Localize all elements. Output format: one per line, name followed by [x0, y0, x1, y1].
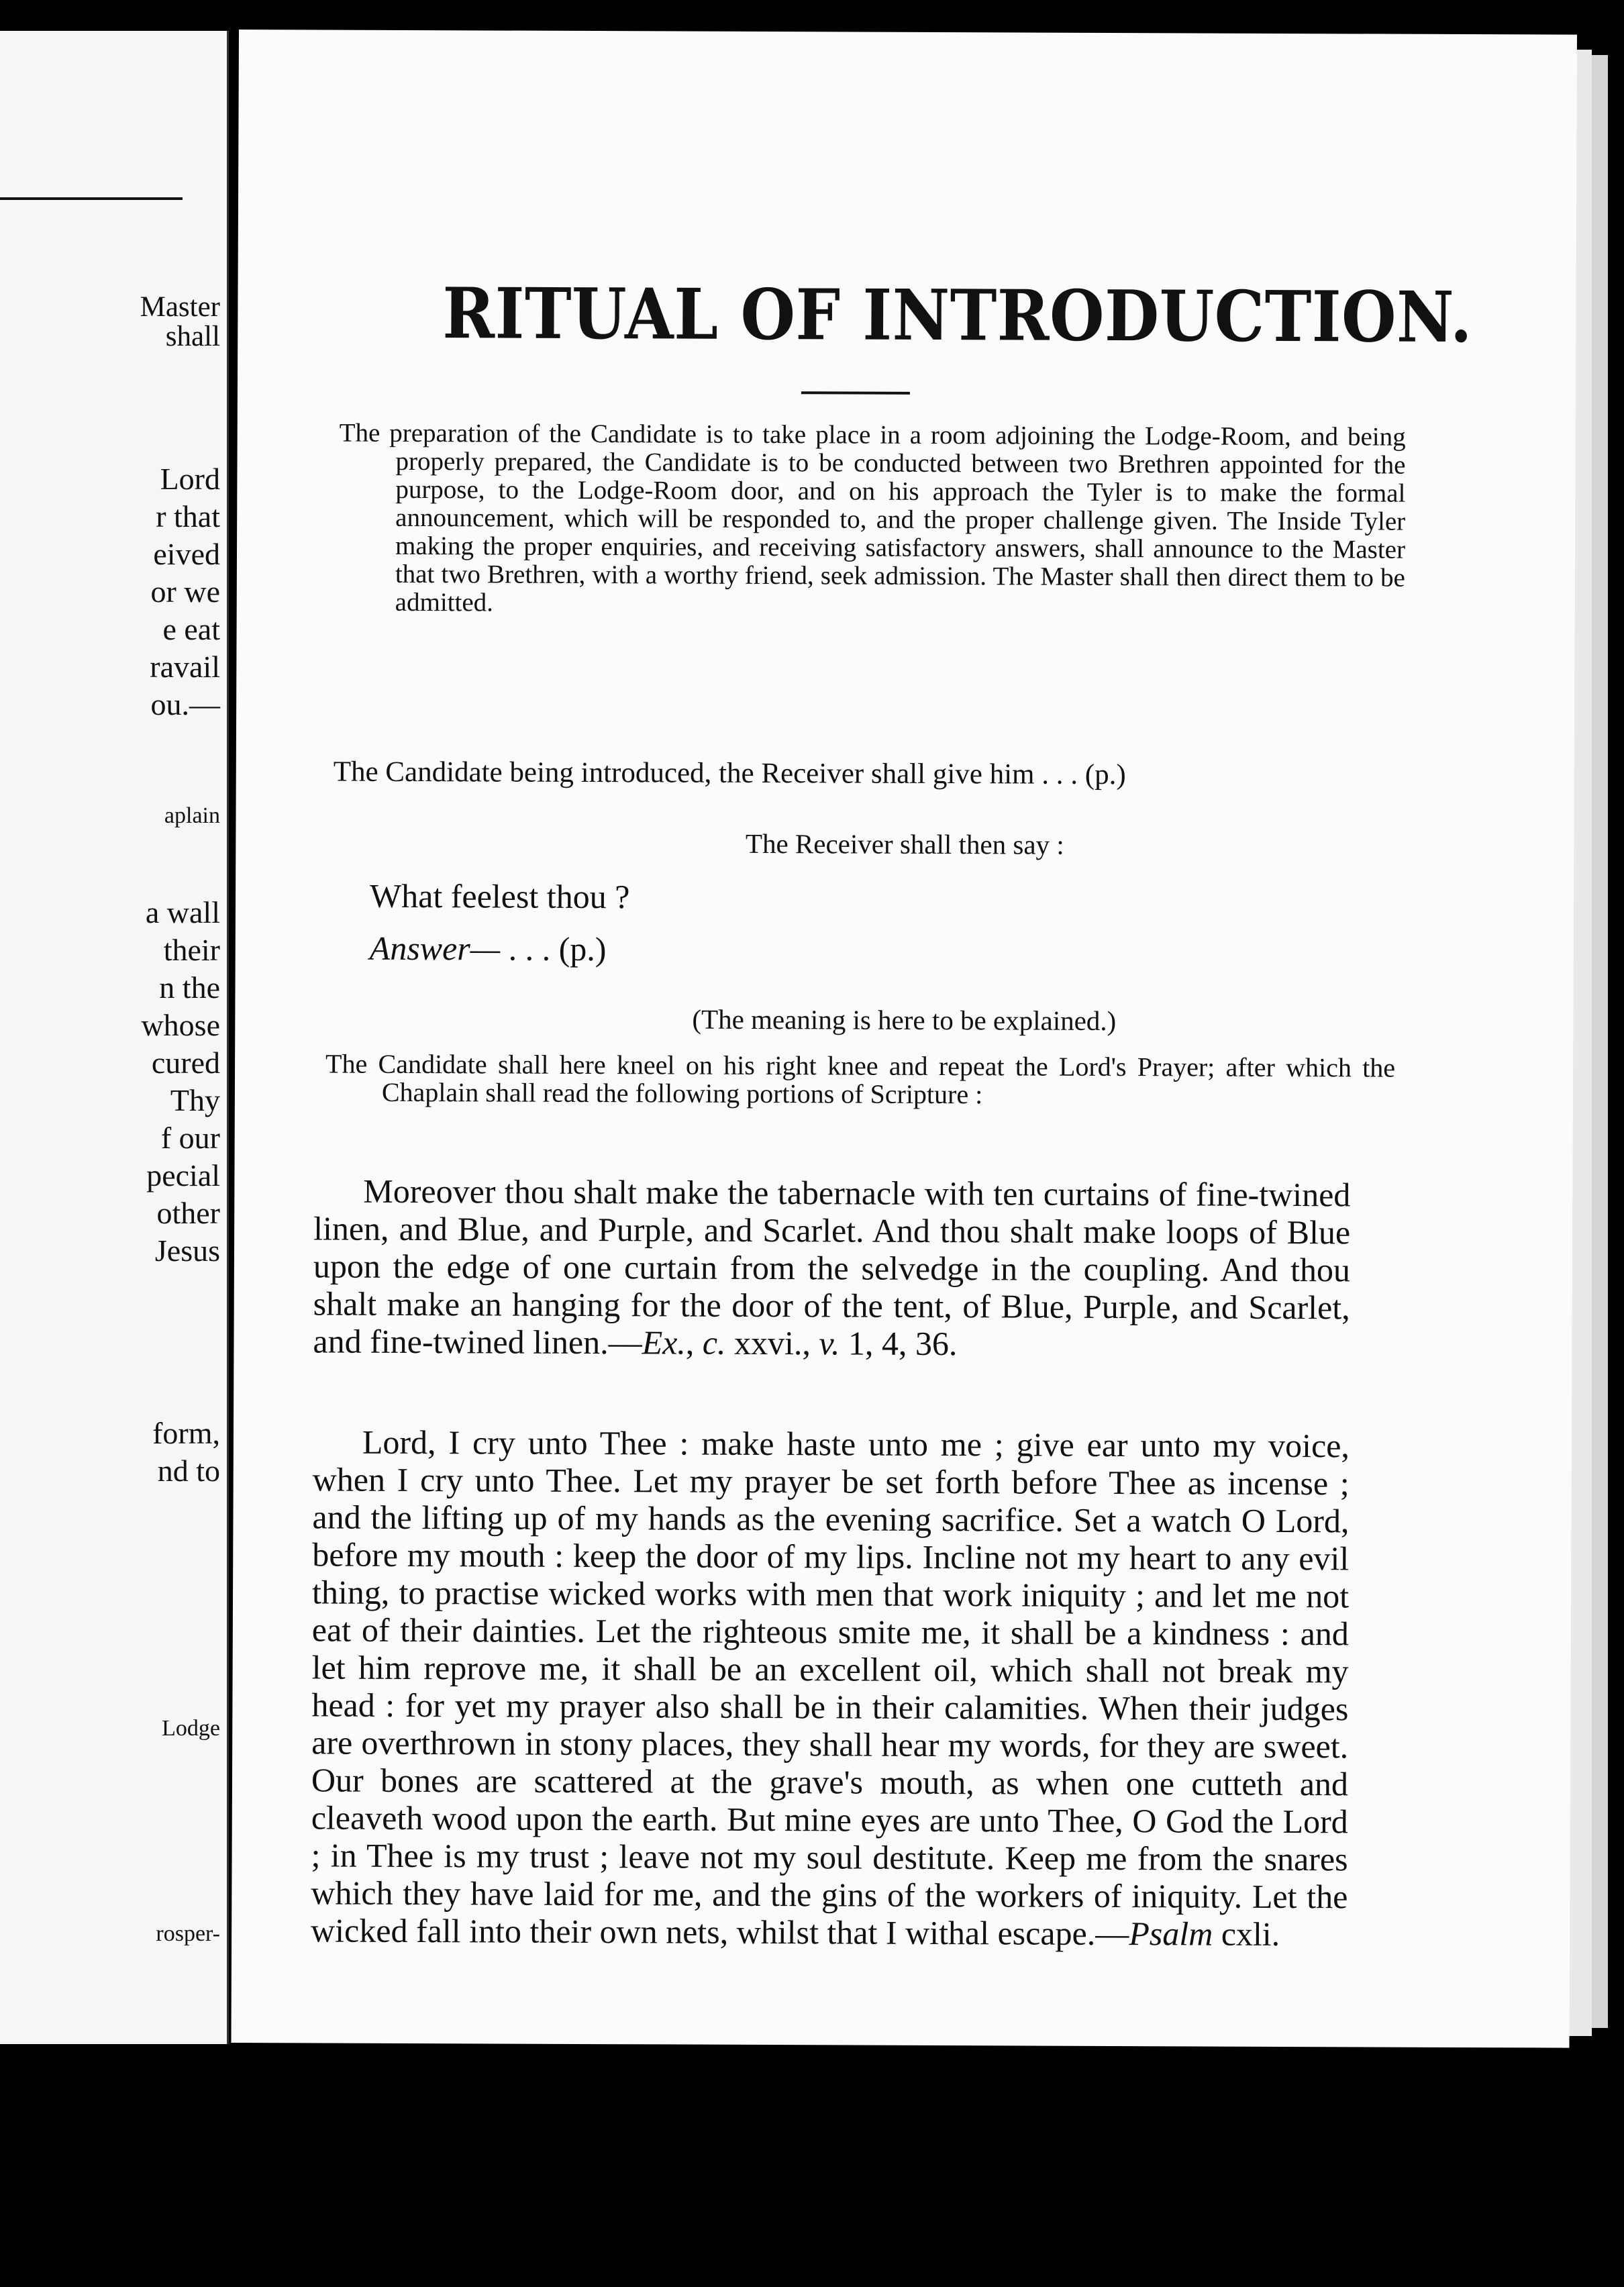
left-page-rule	[0, 197, 183, 200]
left-line: form,	[152, 1416, 220, 1450]
left-line: whose	[141, 1008, 220, 1042]
scripture-psalm-text: Lord, I cry unto Thee : make haste unto me ; give ear unto my voice, when I cry unto Thee. Let my prayer be set forth before Thee as incense ; and the lifting up of my hands as the evening sacrifice. Set a watch O Lord, before my mouth : keep the door of my lips. Incline not my heart to any evil thing, to practise wicked works with men that work iniquity ; and let me not eat of their dainties. Let the righteous smite me, it shall be a kindness : and let him reprove me, it shall be an excellent oil, which shall not break my head : for yet my prayer also shall be in their calamities. When their judges are overthrown in stony places, they shall hear my words, for they are sweet. Our bones are scattered at the grave's mouth, as when one cutteth and cleaveth wood upon the earth. But mine eyes are unto Thee, O God the Lord ; in Thee is my trust ; leave not my soul destitute. Keep me from the snares which they have laid for me, and the gins of the workers of iniquity. Let the wicked fall into their own nets, whilst that I withal escape.—	[311, 1423, 1350, 1953]
left-line: or we	[150, 574, 220, 609]
scripture-psalm-book: Psalm	[1129, 1915, 1213, 1953]
scripture-exodus	[313, 1172, 1350, 1364]
scripture-exodus-chapter: xxvi.,	[725, 1323, 819, 1362]
page-title: RITUAL OF INTRODUCTION.	[442, 272, 1473, 359]
left-line: pecial	[146, 1158, 220, 1192]
left-line: cured	[151, 1046, 220, 1080]
kneel-rubric: The Candidate shall here kneel on his right knee and repeat the Lord's Prayer; after which the Chaplain shall read the following portions of Scripture :	[325, 1048, 1396, 1110]
scripture-psalm-chapter: cxli.	[1213, 1915, 1280, 1953]
left-line: Master	[140, 291, 220, 323]
answer-label: Answer—	[369, 929, 501, 968]
left-line: e eat	[162, 612, 220, 646]
left-line: Thy	[170, 1083, 220, 1117]
scripture-exodus-v: v.	[819, 1324, 840, 1362]
main-page	[231, 30, 1577, 2048]
scripture-exodus-verses: 1, 4, 36.	[840, 1324, 958, 1363]
page-edge	[1592, 55, 1608, 2028]
scripture-exodus-text: Moreover thou shalt make the tabernacle with ten curtains of fine-twined linen, and Blue, and Purple, and Scarlet. And thou shalt make loops of Blue upon the edge of one curtain from the selvedge in the coupling. And thou shalt make an hanging for the door of the tent, of Blue, Purple, and Scarlet, and fine-twined linen.—	[313, 1172, 1351, 1362]
left-line: a wall	[145, 895, 220, 929]
left-line: Jesus	[154, 1233, 220, 1268]
scripture-exodus-c: c.	[702, 1323, 726, 1362]
receiver-say-line: The Receiver shall then say :	[745, 827, 1064, 860]
introduced-instruction: The Candidate being introduced, the Receiver shall give him . . . (p.)	[333, 756, 1126, 791]
left-line: Lodge	[162, 1716, 220, 1741]
scripture-exodus-book: Ex.	[642, 1323, 686, 1362]
left-line: f our	[160, 1121, 220, 1155]
answer-line	[370, 929, 607, 968]
title-rule	[801, 391, 910, 395]
left-line: nd to	[157, 1454, 220, 1488]
left-line: Lord	[160, 462, 220, 496]
scripture-exodus-sep: ,	[685, 1323, 703, 1362]
left-line: r that	[156, 499, 220, 533]
left-line: eived	[153, 537, 220, 571]
left-line: their	[163, 933, 220, 967]
scripture-psalm	[311, 1423, 1350, 1953]
meaning-note: (The meaning is here to be explained.)	[692, 1003, 1117, 1037]
answer-text: . . . (p.)	[500, 929, 607, 968]
question-line: What feelest thou ?	[369, 876, 630, 916]
left-line: other	[156, 1196, 220, 1230]
left-line: rosper-	[156, 1921, 220, 1946]
left-line: aplain	[164, 803, 220, 828]
left-facing-page	[0, 31, 229, 2044]
left-line: n the	[159, 970, 220, 1005]
left-line: shall	[165, 321, 220, 352]
left-line: ravail	[150, 650, 220, 684]
preparation-rubric: The preparation of the Candidate is to take place in a room adjoining the Lodge-Room, and being properly prepared, the Candidate is to be conducted between two Brethren appointed for the purpose, to the Lodge-Room door, and on his approach the Tyler is to make the formal announcement, which will be responded to, and the proper challenge given. The Inside Tyler making the proper enquiries, and receiving satisfactory answers, shall announce to the Master that two Brethren, with a worthy friend, seek admission. The Master shall then direct them to be admitted.	[339, 418, 1406, 617]
left-line: ou.—	[150, 687, 220, 721]
